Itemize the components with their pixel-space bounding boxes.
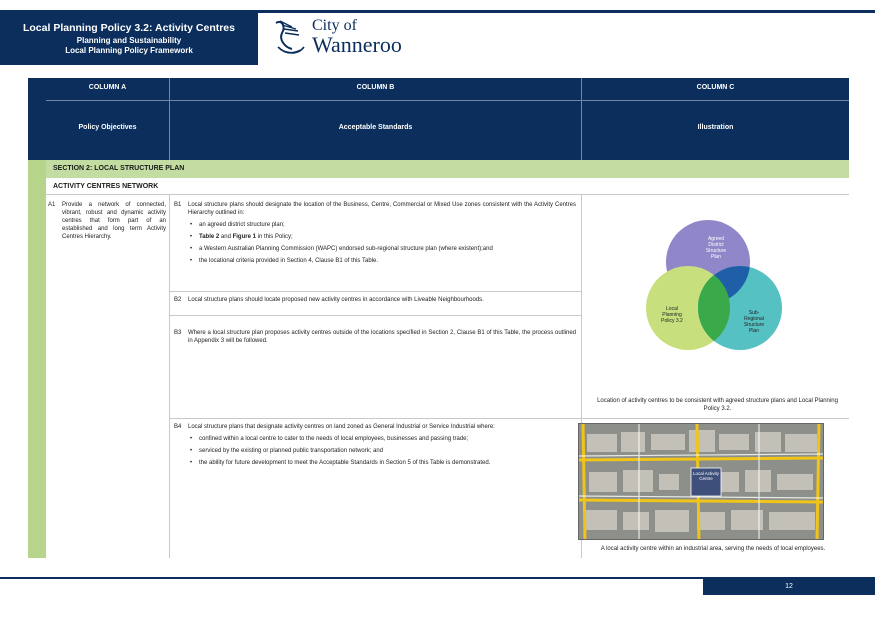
standard-bullet: • Table 2 and Figure 1 in this Policy; (190, 233, 576, 241)
document-header (0, 10, 258, 65)
venn-diagram (636, 218, 796, 356)
venn-caption: Location of activity centres to be consistent with agreed structure plans and Local Planning Policy 3.2. (597, 398, 838, 412)
objective-text: Provide a network of connected, vibrant, robust and dynamic activity centres that form part of an established and long term Activity Centres Hierarchy. (62, 202, 166, 240)
page-number: 12 (703, 579, 875, 595)
objective-a1 (48, 201, 166, 241)
venn-label-local: Local Planning Policy 3.2 (661, 306, 683, 324)
section-heading: SECTION 2: LOCAL STRUCTURE PLAN (46, 160, 849, 178)
objective-number: A1 (48, 202, 56, 208)
column-b-heading: COLUMN B (356, 84, 395, 91)
photo-caption: A local activity centre within an industrial area, serving the needs of local employees. (600, 546, 826, 552)
column-a-subheading: Policy Objectives (78, 124, 137, 131)
column-a-header (46, 78, 169, 160)
swan-logo-icon (272, 17, 308, 57)
standard-number: B1 (174, 202, 182, 208)
venn-label-district: Agreed District Structure Plan (705, 236, 727, 260)
standard-number: B3 (174, 330, 182, 336)
standard-bullet: • serviced by the existing or planned public transportation network; and (190, 447, 576, 455)
header-rule (258, 10, 875, 13)
logo-city-text: City of (312, 17, 357, 34)
column-b-subheading: Acceptable Standards (338, 124, 413, 131)
subsection-heading: ACTIVITY CENTRES NETWORK (46, 178, 849, 195)
column-a-heading: COLUMN A (88, 84, 127, 91)
column-c-header (582, 78, 849, 160)
standard-text: Where a local structure plan proposes activity centres outside of the locations specified in Section 2, Clause B1 of this Table, the process outlined in Appendix 3 will be followed. (188, 330, 576, 344)
standard-bullet: • the ability for future development to meet the Acceptable Standards in Section 5 of this Table is demonstrated. (190, 459, 576, 467)
standard-bullet: • confined within a local centre to cater to the needs of local employees, businesses and passing trade; (190, 435, 576, 443)
aerial-photo (578, 423, 824, 540)
standard-b1 (174, 201, 576, 265)
venn-label-subregional: Sub-Regional Structure Plan (743, 310, 765, 334)
table-left-strip-green (28, 160, 46, 558)
column-c-heading: COLUMN C (696, 84, 735, 91)
document-framework: Local Planning Policy Framework (65, 46, 193, 55)
document-title: Local Planning Policy 3.2: Activity Centres (22, 22, 235, 34)
standard-text: Local structure plans should locate proposed new activity centres in accordance with Liveable Neighbourhoods. (188, 297, 484, 303)
standard-b2 (174, 296, 576, 304)
logo-name-text: Wanneroo (312, 32, 402, 57)
document-department: Planning and Sustainability (76, 36, 182, 45)
column-c-subheading: Illustration (697, 124, 734, 131)
standard-text: Local structure plans should designate the location of the Business, Centre, Commercial or Mixed Use zones consistent with the Activity Centres Hierarchy outlined in: (188, 202, 576, 216)
standard-number: B2 (174, 297, 182, 303)
standard-text: Local structure plans that designate activity centres on land zoned as General Industrial or Service Industrial where: (188, 424, 495, 430)
standard-b4 (174, 423, 576, 467)
photo-tag: Local Activity Centre (692, 471, 719, 481)
standard-bullet: • the locational criteria provided in Section 4, Clause B1 of this Table. (190, 257, 576, 265)
standard-bullet: • an agreed district structure plan; (190, 221, 576, 229)
standard-number: B4 (174, 424, 182, 430)
city-logo (272, 15, 402, 59)
standard-bullet: • a Western Australian Planning Commission (WAPC) endorsed sub-regional structure plan (where existent);and (190, 245, 576, 253)
standard-b3 (174, 329, 576, 345)
column-b-header (170, 78, 581, 160)
